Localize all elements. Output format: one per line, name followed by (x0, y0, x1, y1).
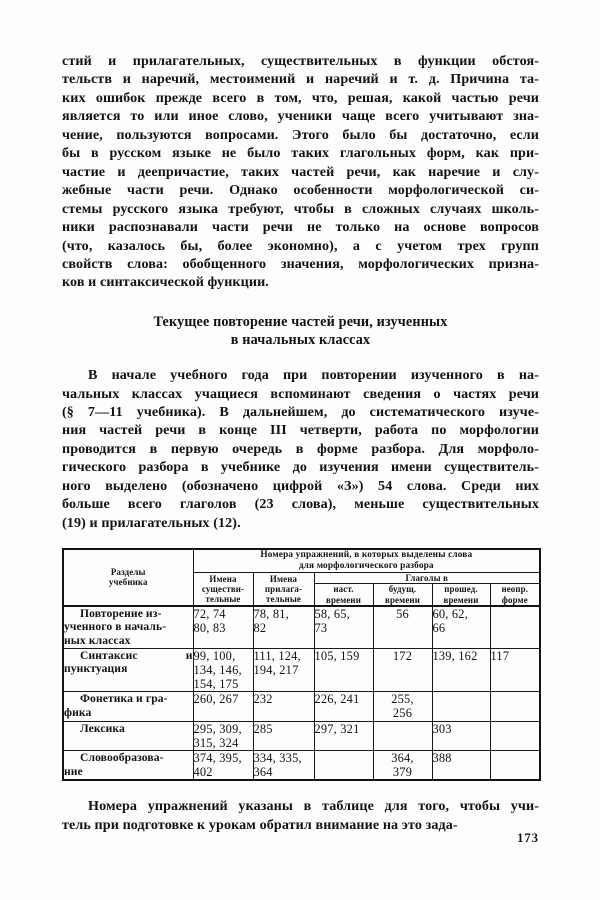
text-line: тель при подготовке к урокам обратил внимание на это зада- (62, 816, 458, 833)
text-line: Номера упражнений указаны в таблице для того, чтобы учи- (88, 798, 539, 815)
text-line: 256 (392, 706, 413, 721)
text-line: ники распознавали части речи не только на основе вопросов (62, 219, 539, 236)
text-line: Словообразова- (80, 750, 164, 764)
text-line: фика (64, 705, 92, 719)
row-section-label (63, 750, 193, 780)
text-line: 139, 162 (432, 648, 478, 663)
cell-past (432, 750, 490, 780)
text-line: 303 (432, 721, 452, 736)
row-section-label (63, 721, 193, 750)
cell-future (373, 648, 432, 692)
header-present-tense: наст. времени (314, 584, 373, 606)
text-line: ние (64, 764, 83, 778)
table-row (63, 692, 540, 721)
paragraph-after-heading (62, 366, 539, 532)
header-nouns: Имена существи- тельные (193, 573, 253, 606)
text-line: 78, 81, (253, 606, 289, 621)
section-heading-line2: в начальных классах (230, 332, 371, 349)
text-line: (§ 7—11 учебника). В дальнейшем, до систематического изуче- (62, 403, 539, 420)
text-line: ков и синтаксической функции. (62, 274, 269, 291)
text-line: 226, 241 (314, 692, 360, 707)
cell-nouns (193, 648, 253, 692)
cell-nouns (193, 721, 253, 750)
text-line: 194, 217 (253, 662, 299, 677)
text-line: 56 (396, 606, 409, 621)
table-header-row-1 (63, 549, 540, 573)
text-line: ученного в началь- (64, 620, 167, 634)
cell-nouns (193, 692, 253, 721)
text-line: 232 (253, 692, 273, 707)
cell-future (373, 692, 432, 721)
cell-adjectives (253, 648, 314, 692)
text-line: 172 (392, 648, 413, 663)
text-line: 334, 335, (253, 750, 302, 765)
spacer (62, 350, 539, 366)
header-span-title-line1: Номера упражнений, в которых выделены слова (260, 550, 473, 561)
spacer (62, 781, 539, 797)
paragraph-after-table (62, 797, 539, 834)
text-line: 388 (432, 750, 452, 765)
text-line: 66 (432, 620, 446, 635)
row-section-label (63, 606, 193, 648)
cell-past (432, 606, 490, 648)
header-past-tense: прошед. времени (432, 584, 490, 606)
row-section-label (63, 648, 193, 692)
cell-adjectives (253, 721, 314, 750)
header-sections: Разделы учебника (63, 549, 193, 606)
text-line: 402 (193, 765, 213, 780)
table-row (63, 750, 540, 780)
table-header (63, 549, 540, 606)
table-row (63, 721, 540, 750)
header-span-title (193, 549, 540, 573)
text-line: 297, 321 (314, 721, 360, 736)
text-line: Лексика (80, 721, 125, 735)
text-line: стемы русского языка требуют, чтобы в сложных случаях школь- (62, 200, 539, 217)
text-line: В начале учебного года при повторении изученного в на- (88, 367, 539, 384)
text-line: чение, пользуются вопросами. Этого было бы достаточно, если (62, 126, 539, 143)
text-line: ния частей речи в конце III четверти, работа по морфологии (62, 422, 539, 439)
cell-past (432, 692, 490, 721)
cell-future (373, 721, 432, 750)
table-body (63, 606, 540, 781)
cell-infinitive (490, 750, 540, 780)
text-line: 374, 395, (193, 750, 242, 765)
text-line: ких ошибок прежде всего в том, что, решая, какой частью речи (62, 89, 539, 106)
text-line: свойств слова: обобщенного значения, морфологических призна- (62, 255, 539, 272)
text-line: 260, 267 (193, 692, 239, 707)
header-span-title-line2: для морфологического разбора (298, 561, 434, 572)
page-content (62, 52, 539, 852)
cell-past (432, 721, 490, 750)
cell-nouns (193, 750, 253, 780)
text-line: гического разбора в учебнике до изучения имени существитель- (62, 459, 539, 476)
table-row (63, 648, 540, 692)
cell-adjectives (253, 750, 314, 780)
cell-past (432, 648, 490, 692)
cell-future (373, 606, 432, 648)
text-line: чальных классах учащиеся вспоминают сведения о частях речи (62, 385, 539, 402)
exercise-numbers-table (62, 548, 541, 781)
text-line: 111, 124, (253, 648, 301, 663)
text-line: является то или иное слово, ученики чаще всего учитывают зна- (62, 108, 539, 125)
text-line: 364, (391, 750, 414, 765)
cell-nouns (193, 606, 253, 648)
text-line: 154, 175 (193, 676, 239, 691)
text-line: 295, 309, (193, 721, 242, 736)
spacer (62, 532, 539, 548)
text-line: больше всего глаголов (23 слова), меньше существительных (62, 496, 539, 513)
page-number: 173 (517, 831, 539, 845)
cell-adjectives (253, 606, 314, 648)
header-adjectives: Имена прилага- тельные (253, 573, 314, 606)
cell-present (314, 692, 373, 721)
text-line: Синтаксис и (80, 648, 193, 662)
text-line: 99, 100, (193, 648, 236, 663)
text-line: тельств и наречий, местоимений и наречий и т. д. Причина та- (62, 71, 539, 88)
cell-infinitive (490, 606, 540, 648)
text-line: пунктуация (64, 662, 128, 676)
text-line: (что, казалось бы, более экономно), а с учетом трех групп (62, 237, 539, 254)
text-line: ного выделено (обозначено цифрой «З») 54 слова. Среди них (62, 477, 539, 494)
text-line: 80, 83 (193, 620, 226, 635)
text-line: частие и деепричастие, таких частей речи, как наречие и слу- (62, 163, 539, 180)
text-line: Повторение из- (80, 606, 162, 620)
text-line: 364 (253, 765, 273, 780)
text-line: 285 (253, 721, 273, 736)
text-line: 105, 159 (314, 648, 360, 663)
cell-present (314, 750, 373, 780)
text-line: проводится в первую очередь в форме разбора. Для морфоло- (62, 440, 539, 457)
row-section-label (63, 692, 193, 721)
header-future-tense: будущ. времени (373, 584, 432, 606)
paragraph-top (62, 52, 539, 292)
text-line: 58, 65, (314, 606, 350, 621)
text-line: Фонетика и гра- (80, 692, 168, 706)
text-line: 73 (314, 620, 328, 635)
text-line: жебные части речи. Однако особенности морфологической си- (62, 182, 539, 199)
cell-present (314, 606, 373, 648)
section-heading (62, 313, 539, 350)
cell-present (314, 721, 373, 750)
cell-future (373, 750, 432, 780)
text-line: стий и прилагательных, существительных в функции обстоя- (62, 53, 539, 69)
cell-infinitive (490, 648, 540, 692)
text-line: 379 (392, 765, 413, 780)
cell-infinitive (490, 692, 540, 721)
cell-infinitive (490, 721, 540, 750)
spacer (62, 292, 539, 313)
text-line: 60, 62, (432, 606, 468, 621)
text-line: 134, 146, (193, 662, 242, 677)
section-heading-line1: Текущее повторение частей речи, изученных (153, 313, 448, 330)
text-line: бы в русском языке не было таких глагольных форм, как при- (62, 145, 539, 162)
cell-present (314, 648, 373, 692)
header-infinitive: неопр. форме (490, 584, 540, 606)
text-line: (19) и прилагательных (12). (62, 514, 241, 531)
table-row (63, 606, 540, 648)
text-line: 255, (391, 692, 414, 707)
cell-adjectives (253, 692, 314, 721)
text-line: 117 (490, 648, 510, 663)
text-line: 72, 74 (193, 606, 226, 621)
header-verbs-group: Глаголы в (314, 573, 540, 584)
text-line: 82 (253, 620, 267, 635)
text-line: 315, 324 (193, 735, 239, 750)
text-line: ных классах (64, 633, 131, 647)
